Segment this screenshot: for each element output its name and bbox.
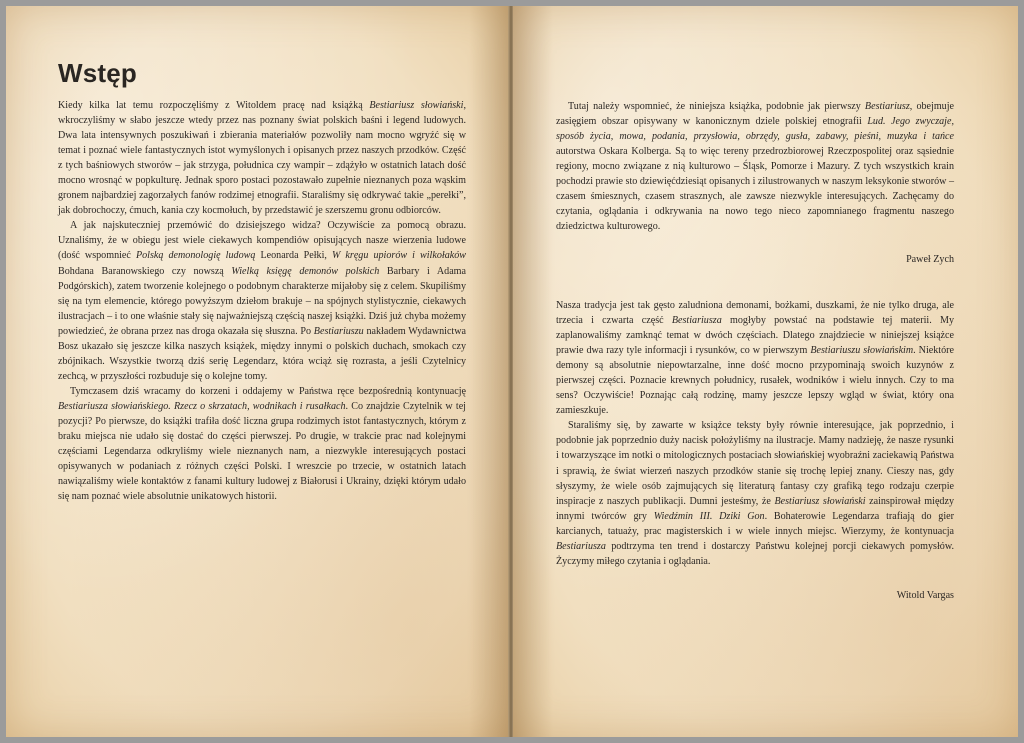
text-run: Barbary i Adama Podgórskich), zatem tworzenie kolejnego o podobnym charakterze mijałoby się z celem. Skupiliśmy się na tym elemencie, którego powyższym dziełom brakuje – na spójnych stylistycznie, ciekawych ilustracjach – i to one właśnie stały się najważniejszą częścią naszej książki. Dziś już chyba możemy powiedzieć, że obrana przez nas droga okazała się słuszna. Po (58, 265, 467, 337)
italic-title-run: Bestiariuszu (313, 325, 364, 337)
left-page (6, 6, 509, 737)
text-run: . Bohaterowie Legendarza trafiają do gier karcianych, tatuaży, prac magisterskich i w wiele innych miejsc. Wierzymy, że kontynuacja (556, 510, 954, 537)
text-run: , wkroczyliśmy w słabo jeszcze wtedy przez nas poznany świat polskich baśni i legend ludowych. Dwa lata intensywnych poszukiwań i zbierania materiałów pozwoliły nam mocno wgryźć się w temat i poznać wiele fantastycznych istot wymyślonych i opisanych przez naszych przodków. Część z tych baśniowych stworów – jak strzyga, południca czy wampir – zdążyło w ostatnich latach dość mocno wrosnąć w popkulturę. Jednak sporo postaci pozostawało zupełnie nieznanych poza wąskim gronem najbardziej zagorzałych fanów rodzimej etnografii. Staraliśmy się odkrywać takie „perełki”, jak dobrochoczy, ćmuch, kania czy kocmołuch, by przedstawić je szerszemu gronu odbiorców. (58, 100, 466, 217)
paragraph (556, 298, 954, 418)
italic-title-run: Bestiariusza (556, 540, 606, 552)
text-run: A jak najskuteczniej przemówić do dzisiejszego widza? Oczywiście za pomocą obrazu. Uznaliśmy, że w obiegu jest wiele ciekawych kompendiów opisujących nasze wierzenia ludowe (dość wspomnieć (58, 220, 466, 262)
text-run: Kiedy kilka lat temu rozpoczęliśmy z Witoldem pracę nad książką (58, 100, 370, 111)
italic-title-run: Bestiariusza (671, 315, 722, 327)
text-run: Nasza tradycja jest tak gęsto zaludniona demonami, bożkami, duszkami, że nie tylko druga, ale trzecia i czwarta część (556, 300, 954, 327)
text-run: nakładem Wydawnictwa Bosz ukazało się jeszcze kilka naszych książek, między innymi o polskich duchach, smokach czy zbójnikach. Wszystkie tworzą dziś serię Legendarz, która wciąż się rozrasta, a jeśli Czytelnicy zechcą, w przyszłości rozbuduje się o kolejne tomy. (58, 325, 466, 382)
italic-title-run: Lud. Jego zwyczaje, sposób życia, mowa, podania, przysłowia, obrzędy, gusła, zabawy, pieśni, muzyka i tańce (556, 116, 954, 143)
text-run: zainspirował między innymi twórców gry (556, 495, 954, 522)
text-run: podtrzyma ten trend i dostarczy Państwu kolejnej porcji ciekawych pomysłów. Życzymy miłego czytania i oglądania. (556, 540, 954, 567)
italic-title-run: Bestiariusz słowiański (774, 495, 866, 507)
text-run: Staraliśmy się, by zawarte w książce teksty były równie interesujące, jak poprzednio, i podobnie jak poprzednio duży nacisk położyliśmy na ilustracje. Mamy nadzieję, że nasze rysunki i towarzyszące im notki o mitologicznych postaciach słowiańskiej wyobraźni zaciekawią Państwa i sprawią, że świat wierzeń naszych przodków stanie się trochę lepiej znany. Cieszy nas, gdy słyszymy, że wiele osób zajmujących się literaturą fantasy czy grafiką tego rodzaju czerpie inspiracje z naszych publikacji. Dumni jesteśmy, że (556, 420, 954, 507)
text-run: Tymczasem dziś wracamy do korzeni i oddajemy w Państwa ręce bezpośrednią kontynuację (70, 385, 466, 397)
italic-title-run: Bestiariusz słowiański (369, 100, 464, 111)
text-run: Leonarda Pełki, (255, 250, 332, 262)
italic-title-run: Bestiariusz (864, 101, 910, 112)
paragraph (58, 98, 466, 218)
signature-witold-vargas: Witold Vargas (896, 590, 954, 601)
text-run: Bohdana Baranowskiego czy nowszą (58, 265, 232, 277)
text-run: Tutaj należy wspomnieć, że niniejsza książka, podobnie jak pierwszy (568, 101, 865, 112)
right-page (513, 6, 1018, 737)
left-page-body (58, 98, 466, 504)
italic-title-run: Wielką księgę demonów polskich (231, 265, 380, 277)
italic-title-run: W kręgu upiorów i wilkołaków (331, 250, 466, 262)
italic-title-run: Bestiariuszu słowiańskim (810, 345, 914, 357)
italic-title-run: Bestiariusza słowiańskiego. Rzecz o skrzatach, wodnikach i rusałkach (58, 400, 346, 412)
page-heading: Wstęp (58, 58, 137, 88)
italic-title-run: Wiedźmin III. Dziki Gon (653, 510, 765, 522)
paragraph (556, 418, 954, 568)
paragraph (556, 99, 954, 234)
paragraph (58, 384, 466, 504)
paragraph (58, 218, 466, 384)
text-run: autorstwa Oskara Kolberga. Są to więc tereny przedrozbiorowej Rzeczpospolitej oraz sąsiednie regiony, mocno związane z nią kulturowo – Śląsk, Pomorze i Mazury. Z tych wszystkich krain pochodzi prawie sto dziewięćdziesiąt opisanych i zilustrowanych w naszym leksykonie stworów – czasem śmiesznych, czasem strasznych, ale zawsze niezwykle interesujących. Zachęcamy do czytania, oglądania i odkrywania na nowo tego nieco zapomnianego fragmentu naszego dziedzictwa kulturowego. (556, 146, 954, 233)
text-run: mogłyby powstać na podstawie tej materii. My zaplanowaliśmy zamknąć temat w dwóch częściach. Dlatego znajdziecie w niniejszej książce prawie dwa razy tyle informacji i rysunków, co w pierwszym (556, 315, 955, 357)
italic-title-run: Polską demonologię ludową (135, 250, 256, 262)
text-run: . Co znajdzie Czytelnik w tej pozycji? Po pierwsze, do książki trafiła dość liczna grupa rodzimych istot fantastycznych, którym z braku miejsca nie udało się dostać do części pierwszej. Po drugie, w trakcie prac nad kolejnymi częściami Legendarza odkryliśmy wiele nieznanych nam, a niezwykle interesujących postaci opisywanych w podaniach z różnych części Polski. I wreszcie po trzecie, w ostatnich latach nawiązaliśmy wiele kontaktów z fanami kultury ludowej z Białorusi i Ukrainy, dzięki którym udało się nam poznać wiele absolutnie unikatowych historii. (58, 400, 466, 503)
right-page-body (556, 298, 954, 569)
text-run: . Niektóre demony są absolutnie niepowtarzalne, inne dość mocno przypominają swoich kuzynów z pierwszej części. Poznacie krewnych południcy, rusałek, wodników i wielu innych. Czy to ma sens? Oczywiście! Poznając całą rodzinę, mamy jeszcze lepszy wgląd w świat, który ona zamieszkuje. (556, 345, 954, 417)
signature-pawel-zych: Paweł Zych (906, 254, 954, 265)
text-run: , obejmuje zasięgiem obszar opisywany w kanonicznym dziele polskiej etnografii (556, 101, 955, 128)
right-page-intro (556, 99, 954, 234)
